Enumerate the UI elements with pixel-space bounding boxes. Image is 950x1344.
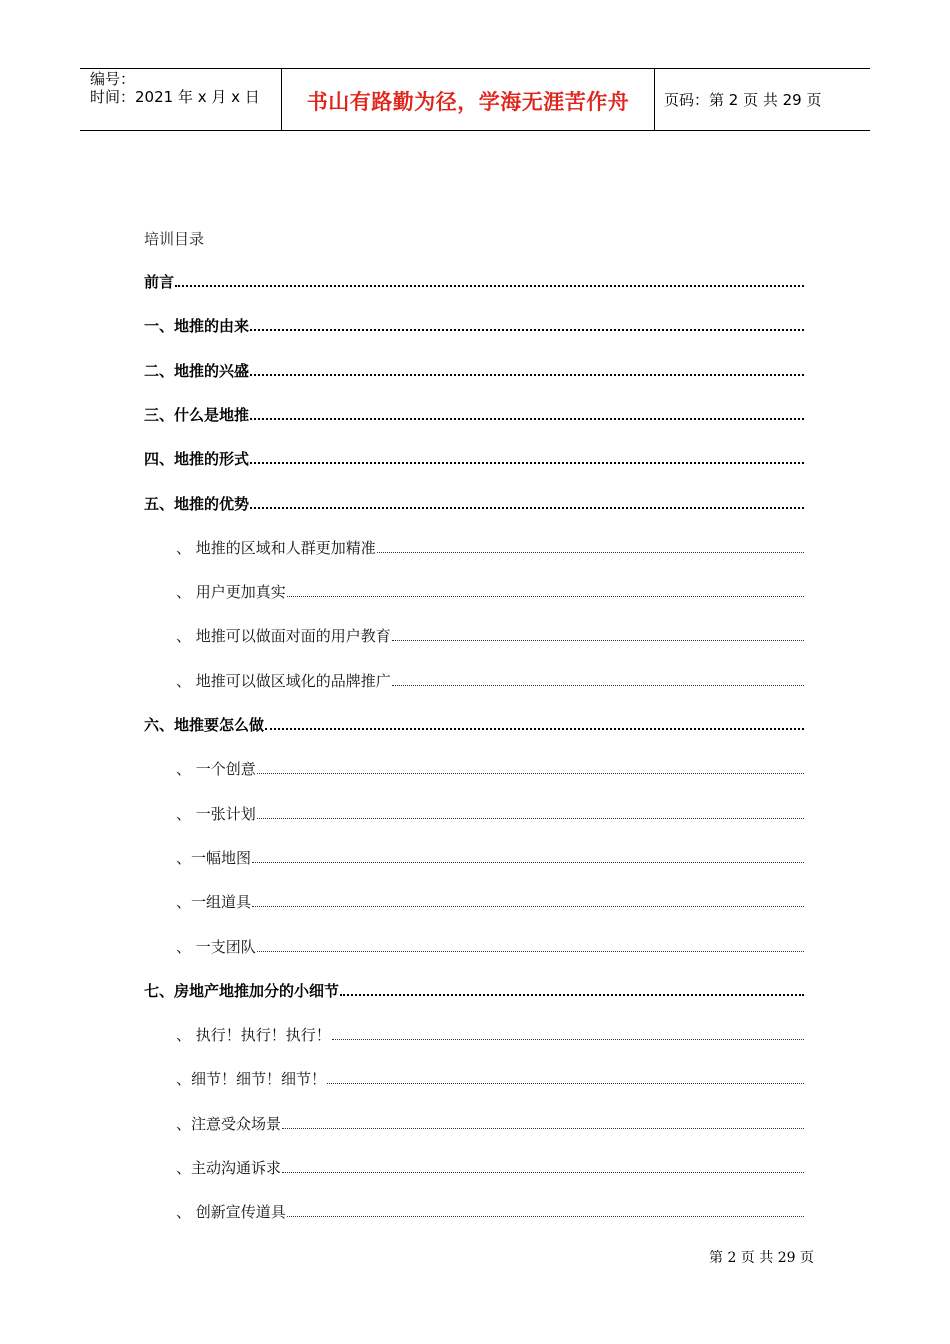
toc-entry-label: 、 地推可以做区域化的品牌推广	[176, 672, 391, 690]
toc-entry-label: 五、地推的优势	[144, 495, 250, 513]
page-header	[80, 68, 870, 131]
toc-dot-leader	[257, 818, 804, 819]
toc-entry-label: 、 一张计划	[176, 805, 256, 823]
header-motto: 书山有路勤为径，学海无涯苦作舟	[306, 90, 630, 114]
toc-entry-section[interactable]	[176, 1156, 804, 1178]
toc-entry-section[interactable]	[176, 846, 804, 868]
toc-dot-leader	[252, 906, 804, 907]
toc-entry-label: 、 用户更加真实	[176, 583, 286, 601]
header-meta	[90, 69, 280, 130]
toc-entry-label: 、一幅地图	[176, 849, 252, 867]
toc-entry-section[interactable]	[176, 1200, 804, 1222]
toc-entry-label: 、 执行！执行！执行！	[176, 1026, 331, 1044]
footer-page-number: 第 2 页 共 29 页	[709, 1250, 814, 1266]
toc-entry-section[interactable]	[176, 890, 804, 912]
toc-entry-chapter[interactable]	[144, 979, 804, 1001]
toc-entry-section[interactable]	[176, 580, 804, 602]
toc-dot-leader	[175, 285, 804, 287]
toc-entry-chapter[interactable]	[144, 492, 804, 514]
toc-dot-leader	[250, 462, 804, 464]
toc-dot-leader	[282, 1172, 804, 1173]
toc-entry-label: 、一组道具	[176, 893, 252, 911]
toc-entry-label: 、 地推的区域和人群更加精准	[176, 539, 376, 557]
toc-dot-leader	[250, 329, 804, 331]
toc-dot-leader	[252, 862, 804, 863]
toc-entry-label: 、 一支团队	[176, 938, 256, 956]
toc-title: 培训目录	[144, 230, 205, 248]
toc-dot-leader	[282, 1128, 804, 1129]
toc-entry-label: 四、地推的形式	[144, 450, 250, 468]
toc-entry-section[interactable]	[176, 757, 804, 779]
serial-number-label: 编号：	[90, 70, 136, 88]
toc-entry-section[interactable]	[176, 935, 804, 957]
toc-entry-label: 、注意受众场景	[176, 1115, 282, 1133]
toc-entry-label: 、 创新宣传道具	[176, 1203, 286, 1221]
toc-dot-leader	[340, 994, 804, 996]
toc-entry-label: 一、地推的由来	[144, 317, 250, 335]
toc-entry-section[interactable]	[176, 1112, 804, 1134]
toc-entry-section[interactable]	[176, 1023, 804, 1045]
toc-entry-chapter[interactable]	[144, 403, 804, 425]
toc-entry-label: 前言	[144, 273, 175, 291]
header-divider	[654, 69, 655, 130]
toc-dot-leader	[287, 596, 804, 597]
toc-dot-leader	[257, 773, 804, 774]
toc-entry-label: 、主动沟通诉求	[176, 1159, 282, 1177]
toc-dot-leader	[327, 1083, 804, 1084]
toc-entry-label: 二、地推的兴盛	[144, 362, 250, 380]
toc-dot-leader	[392, 640, 804, 641]
toc-entry-label: 六、地推要怎么做	[144, 716, 265, 734]
toc-dot-leader	[265, 728, 804, 730]
toc-entry-section[interactable]	[176, 669, 804, 691]
toc-dot-leader	[377, 552, 804, 553]
toc-entry-chapter[interactable]	[144, 359, 804, 381]
toc-dot-leader	[287, 1216, 804, 1217]
toc-dot-leader	[332, 1039, 804, 1040]
toc-entry-section[interactable]	[176, 624, 804, 646]
toc-dot-leader	[250, 507, 804, 509]
toc-entry-chapter[interactable]	[144, 447, 804, 469]
toc-entry-chapter[interactable]	[144, 314, 804, 336]
date-label: 时间：2021 年 x 月 x 日	[90, 88, 260, 106]
toc-entry-label: 三、什么是地推	[144, 406, 250, 424]
toc-entry-label: 、 地推可以做面对面的用户教育	[176, 627, 391, 645]
toc-dot-leader	[257, 951, 804, 952]
header-page-number: 页码：第 2 页 共 29 页	[664, 91, 822, 109]
toc-entry-chapter[interactable]	[144, 713, 804, 735]
toc-entry-section[interactable]	[176, 536, 804, 558]
toc-entry-label: 、 一个创意	[176, 760, 256, 778]
toc-dot-leader	[250, 418, 804, 420]
toc-dot-leader	[392, 685, 804, 686]
toc-entry-label: 七、房地产地推加分的小细节	[144, 982, 340, 1000]
toc-entry-section[interactable]	[176, 1067, 804, 1089]
toc-entry-section[interactable]	[176, 802, 804, 824]
toc-entry-chapter[interactable]	[144, 270, 804, 292]
toc-dot-leader	[250, 374, 804, 376]
toc-entry-label: 、细节！细节！细节！	[176, 1070, 327, 1088]
